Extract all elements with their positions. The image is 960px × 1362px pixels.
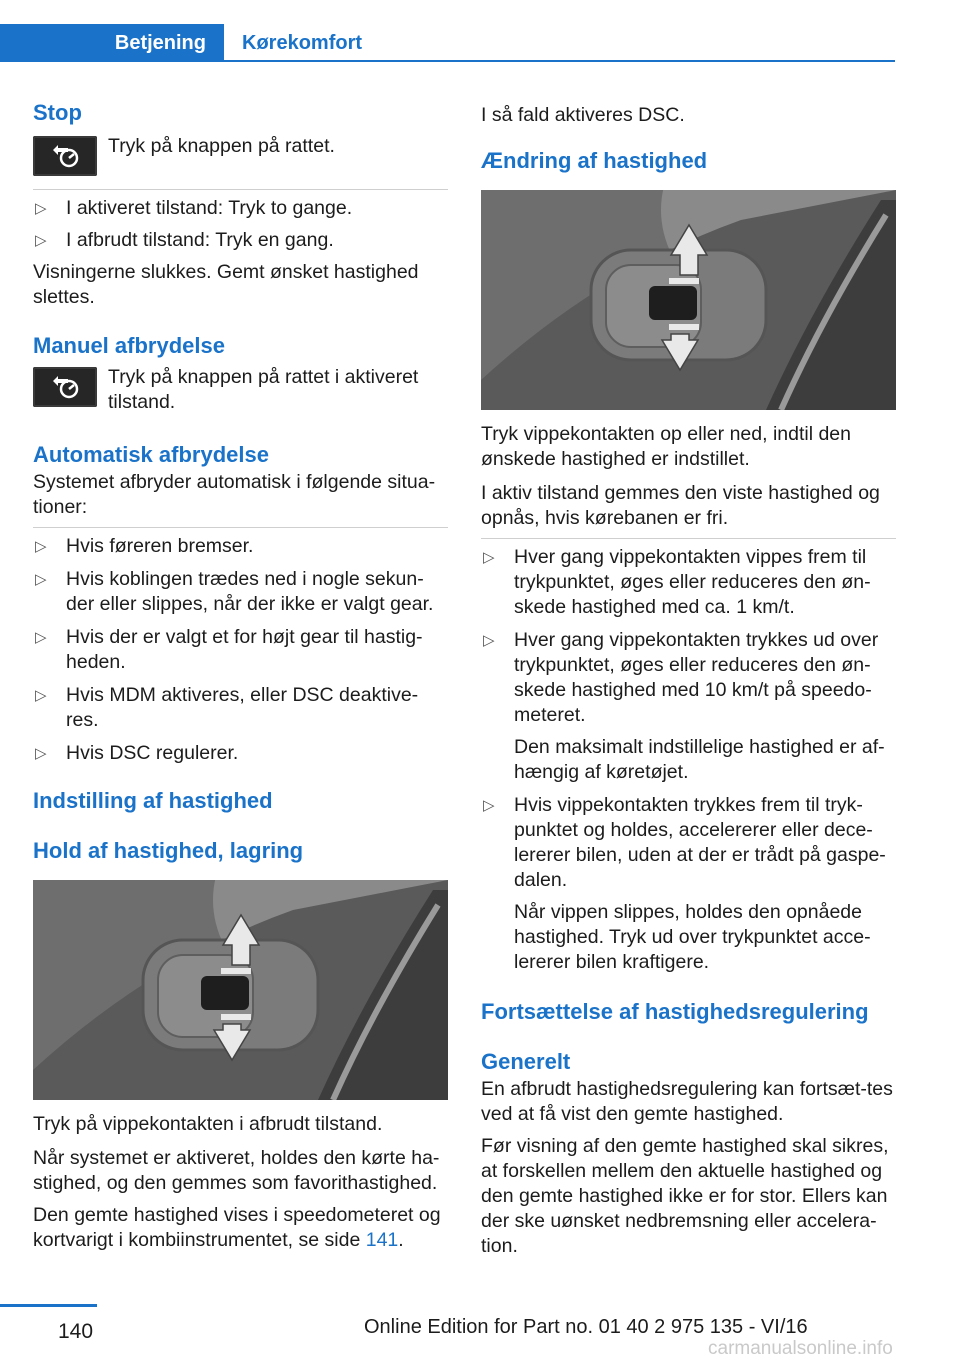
steering-wheel-rocker-image — [33, 880, 448, 1100]
setting-heading: Indstilling af hastighed — [33, 788, 273, 813]
triangle-bullet-icon: ▷ — [35, 200, 47, 217]
triangle-bullet-icon: ▷ — [35, 629, 47, 646]
edition-line: Online Edition for Part no. 01 40 2 975 135 - VI/16 — [364, 1316, 808, 1338]
triangle-bullet-icon: ▷ — [483, 797, 495, 814]
stop-text: Tryk på knappen på rattet. — [108, 135, 335, 157]
stop-list — [33, 196, 448, 253]
triangle-bullet-icon: ▷ — [483, 632, 495, 649]
hold-paragraph-2: Den gemte hastighed vises i speedometeret og kortvarigt i kombiinstrumentet, se side 141. — [33, 1204, 441, 1251]
manual-instruction — [33, 365, 448, 415]
auto-text: Systemet afbryder automatisk i følgende situa-tioner: — [33, 471, 436, 518]
auto-list — [33, 534, 448, 766]
watermark: carmanualsonline.info — [708, 1338, 893, 1359]
hold-paragraph-1: Når systemet er aktiveret, holdes den kørte ha-stighed, og den gemmes som favorithastighed. — [33, 1147, 440, 1194]
header-rule — [0, 60, 895, 62]
tab-koerekomfort[interactable]: Kørekomfort — [242, 31, 363, 54]
triangle-bullet-icon: ▷ — [35, 745, 47, 762]
divider — [33, 527, 448, 528]
footer-rule — [0, 1304, 97, 1307]
manual-heading: Manuel afbrydelse — [33, 333, 225, 358]
cruise-control-button-icon — [33, 136, 97, 176]
hold-heading: Hold af hastighed, lagring — [33, 838, 304, 863]
triangle-bullet-icon: ▷ — [35, 232, 47, 249]
general-heading: Generelt — [481, 1049, 571, 1074]
manual-text: Tryk på knappen på rattet i aktiveret tilstand. — [108, 366, 419, 413]
header-tabs — [0, 24, 895, 62]
list-item: ▷ Hvis vippekontakten trykkes frem til tryk-punktet og holdes, accelererer eller dece-lererer bilen, uden at der er trådt på gaspe-dalen. Når vippen slippes, holdes den opnåede hastighed. Tryk ud over trykpunktet acce-lererer bilen kraftigere. — [481, 793, 896, 975]
list-item: ▷ Hvis der er valgt et for højt gear til hastig-heden. — [35, 626, 423, 673]
triangle-bullet-icon: ▷ — [35, 571, 47, 588]
triangle-bullet-icon: ▷ — [483, 549, 495, 566]
list-item: ▷ Hver gang vippekontakten vippes frem til trykpunktet, øges eller reduceres den øn-skede hastighed med ca. 1 km/t. — [483, 546, 871, 618]
stop-heading: Stop — [33, 100, 82, 125]
list-item-note: Når vippen slippes, holdes den opnåede hastighed. Tryk ud over trykpunktet acce-lererer bilen kraftigere. — [514, 901, 871, 973]
auto-heading: Automatisk afbrydelse — [33, 442, 269, 467]
list-item: ▷ Hvis MDM aktiveres, eller DSC deaktive-res. — [35, 684, 419, 731]
cruise-control-button-icon — [33, 367, 97, 407]
list-item: ▷ I afbrudt tilstand: Tryk en gang. — [35, 229, 334, 251]
steering-wheel-rocker-image — [481, 190, 896, 410]
triangle-bullet-icon: ▷ — [35, 538, 47, 555]
tab-betjening[interactable]: Betjening — [0, 24, 224, 62]
divider — [33, 189, 448, 190]
hold-caption: Tryk på vippekontakten i afbrudt tilstand. — [33, 1113, 383, 1135]
list-item: ▷ I aktiveret tilstand: Tryk to gange. — [35, 197, 353, 219]
general-paragraph-2: Før visning af den gemte hastighed skal sikres, at forskellen mellem den aktuelle hastighed og den gemte hastighed ikke er for stor. Ellers kan der ske uønsket nedbremsning eller accelera-tion. — [481, 1135, 889, 1257]
divider — [481, 538, 896, 539]
list-item: ▷ Hver gang vippekontakten trykkes ud over trykpunktet, øges eller reduceres den øn-skede hastighed med 10 km/t på speedo-meteret. Den maksimalt indstillelige hastighed er af-hængig af køretøjet. — [481, 628, 896, 785]
triangle-bullet-icon: ▷ — [35, 687, 47, 704]
list-item: ▷ Hvis DSC regulerer. — [35, 742, 239, 764]
change-caption: Tryk vippekontakten op eller ned, indtil den ønskede hastighed er indstillet. — [481, 423, 851, 470]
list-item: ▷ Hvis koblingen trædes ned i nogle sekun-der eller slippes, når der ikke er valgt gear. — [35, 568, 434, 615]
left-column — [33, 98, 448, 1253]
page-link[interactable]: 141 — [365, 1229, 399, 1251]
stop-after-text: Visningerne slukkes. Gemt ønsket hastighed slettes. — [33, 261, 419, 308]
general-paragraph-1: En afbrudt hastighedsregulering kan fortsæt-tes ved at få vist den gemte hastighed. — [481, 1078, 893, 1125]
resume-heading: Fortsættelse af hastighedsregulering — [481, 999, 869, 1024]
change-list — [481, 545, 896, 975]
list-item: ▷ Hvis føreren bremser. — [35, 535, 254, 557]
change-paragraph: I aktiv tilstand gemmes den viste hastighed og opnås, hvis kørebanen er fri. — [481, 482, 880, 529]
list-item-note: Den maksimalt indstillelige hastighed er af-hængig af køretøjet. — [514, 736, 885, 783]
page-number: 140 — [58, 1320, 94, 1343]
dsc-text: I så fald aktiveres DSC. — [481, 104, 685, 126]
stop-instruction — [33, 134, 448, 176]
change-heading: Ændring af hastighed — [481, 148, 708, 173]
right-column — [481, 98, 896, 1259]
